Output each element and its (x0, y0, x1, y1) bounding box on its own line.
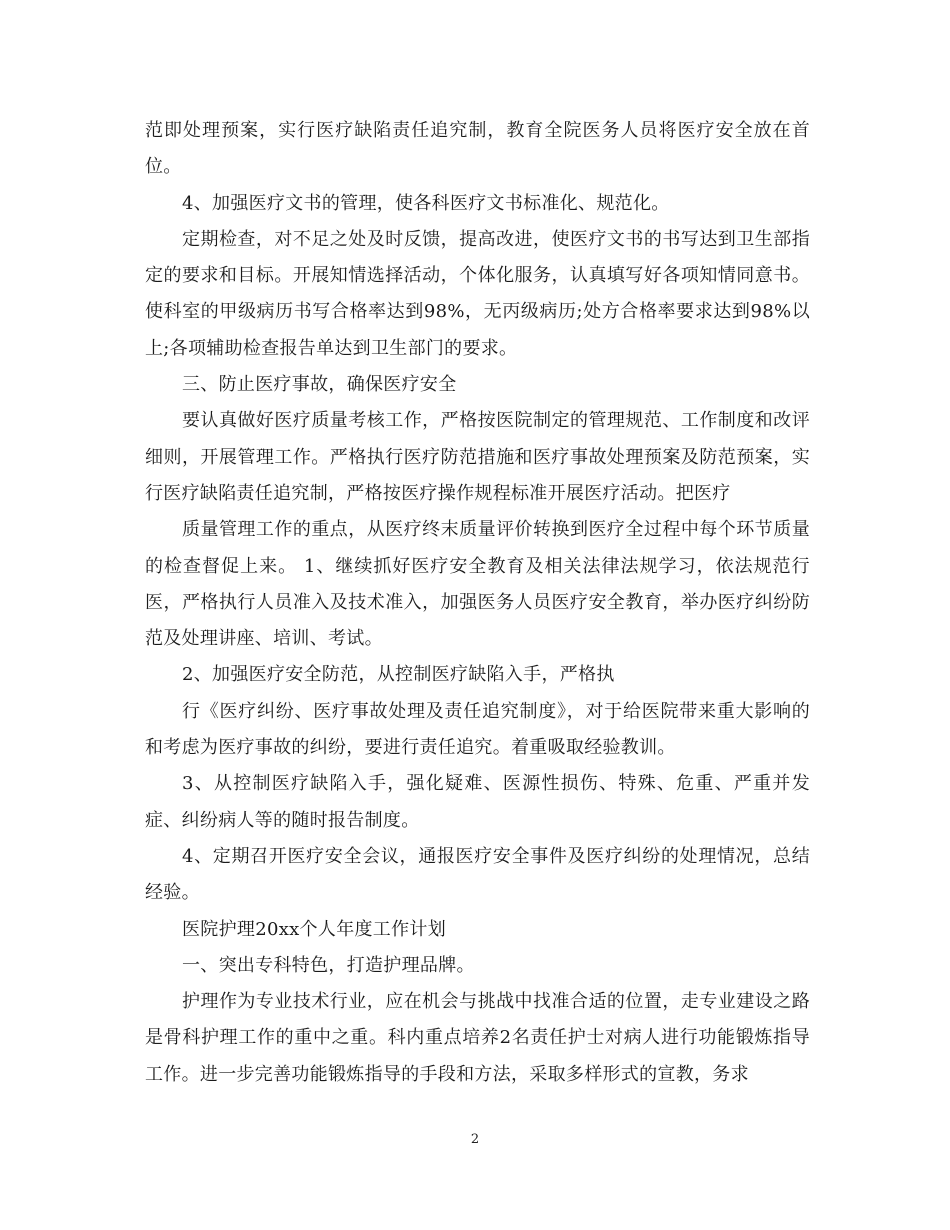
paragraph-6: 质量管理工作的重点，从医疗终末质量评价转换到医疗全过程中每个环节质量的检查督促上来。 1、继续抓好医疗安全教育及相关法律法规学习，依法规范行医，严格执行人员准入及技术准入，加强医务人员医疗安全教育，举办医疗纠纷防范及处理讲座、培训、考试。 (145, 519, 810, 650)
section-heading-1: 一、突出专科特色，打造护理品牌。 (182, 954, 475, 976)
plan-title: 医院护理20xx个人年度工作计划 (182, 918, 447, 940)
paragraph-8: 行《医疗纠纷、医疗事故处理及责任追究制度》，对于给医院带来重大影响的和考虑为医疗事故的纠纷，要进行责任追究。着重吸取经验教训。 (145, 700, 810, 759)
paragraph-10: 4、定期召开医疗安全会议，通报医疗安全事件及医疗纠纷的处理情况，总结经验。 (145, 845, 810, 904)
section-heading-3: 三、防止医疗事故，确保医疗安全 (182, 374, 457, 396)
paragraph-7: 2、加强医疗安全防范，从控制医疗缺陷入手，严格执 (182, 664, 615, 686)
paragraph-3: 定期检查，对不足之处及时反馈，提高改进，使医疗文书的书写达到卫生部指定的要求和目标。开展知情选择活动，个体化服务，认真填写好各项知情同意书。使科室的甲级病历书写合格率达到98%，无丙级病历;处方合格率要求达到98%以上;各项辅助检查报告单达到卫生部门的要求。 (145, 228, 810, 359)
paragraph-13: 护理作为专业技术行业，应在机会与挑战中找准合适的位置，走专业建设之路是骨科护理工作的重中之重。科内重点培养2名责任护士对病人进行功能锻炼指导工作。进一步完善功能锻炼指导的手段和方法，采取多样形式的宣教，务求 (145, 991, 810, 1085)
paragraph-1: 范即处理预案，实行医疗缺陷责任追究制，教育全院医务人员将医疗安全放在首位。 (145, 120, 810, 178)
paragraph-9: 3、从控制医疗缺陷入手，强化疑难、医源性损伤、特殊、危重、严重并发症、纠纷病人等的随时报告制度。 (145, 773, 810, 831)
paragraph-2: 4、加强医疗文书的管理，使各科医疗文书标准化、规范化。 (182, 192, 670, 214)
document-body (145, 113, 810, 1093)
page-number: 2 (470, 1132, 480, 1147)
paragraph-5: 要认真做好医疗质量考核工作，严格按医院制定的管理规范、工作制度和改评细则，开展管理工作。严格执行医疗防范措施和医疗事故处理预案及防范预案，实行医疗缺陷责任追究制，严格按医疗操作规程标准开展医疗活动。把医疗 (145, 410, 810, 504)
